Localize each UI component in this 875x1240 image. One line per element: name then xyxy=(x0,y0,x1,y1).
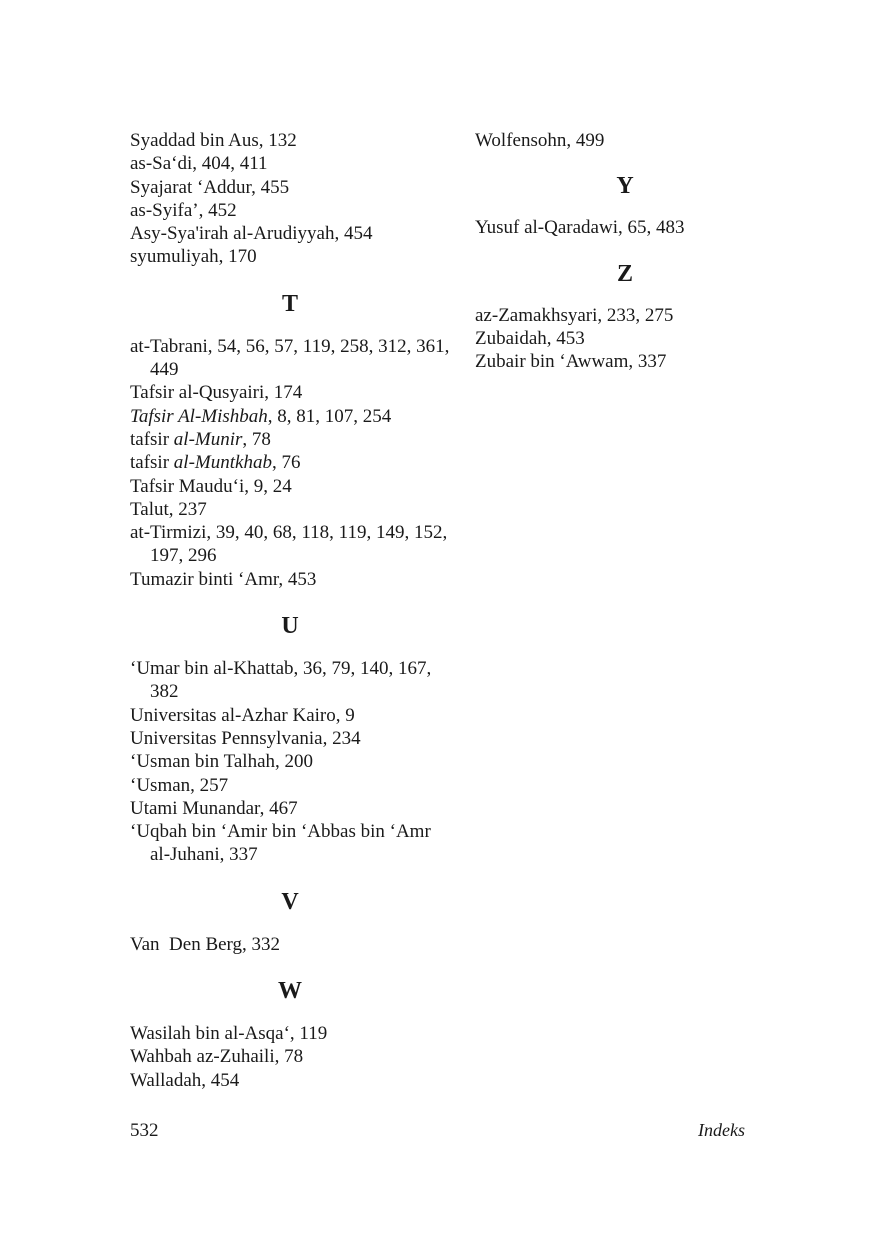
book-title: al-Muntkhab xyxy=(173,452,272,474)
index-entry: Zubaidah, 453 xyxy=(475,327,585,349)
page-refs: , 76 xyxy=(271,452,301,474)
index-entry: ‘Umar bin al-Khattab, 36, 79, 140, 167, 382 xyxy=(130,658,432,703)
page-refs: , 78 xyxy=(242,428,271,450)
book-title: al-Munir xyxy=(173,428,243,450)
entry-prefix: tafsir xyxy=(130,428,174,450)
index-entry: as-Sa‘di, 404, 411 xyxy=(130,153,268,175)
section-letter-v: V xyxy=(281,888,299,915)
index-entry: Yusuf al-Qaradawi, 65, 483 xyxy=(475,217,685,239)
index-entry: Tafsir al-Qusyairi, 174 xyxy=(130,382,303,404)
section-letter-y: Y xyxy=(616,173,634,200)
index-entry: az-Zamakhsyari, 233, 275 xyxy=(475,304,674,326)
running-head: Indeks xyxy=(698,1120,745,1140)
page-number: 532 xyxy=(130,1120,159,1141)
index-entry: Wasilah bin al-Asqa‘, 119 xyxy=(130,1023,328,1045)
section-letter-t: T xyxy=(281,290,298,317)
section-letter-u: U xyxy=(281,613,299,640)
index-entry: Wolfensohn, 499 xyxy=(475,130,605,151)
entry-prefix: tafsir xyxy=(130,452,174,474)
section-letter-z: Z xyxy=(616,260,633,287)
index-entry: Wahbah az-Zuhaili, 78 xyxy=(130,1046,304,1068)
index-entry: syumuliyah, 170 xyxy=(130,246,257,268)
book-title: Tafsir Al-Mishbah xyxy=(130,405,268,427)
index-entry: ‘Usman, 257 xyxy=(130,774,229,796)
index-entry: Universitas al-Azhar Kairo, 9 xyxy=(130,704,355,726)
index-entry: Universitas Pennsylvania, 234 xyxy=(130,727,361,749)
index-entry: Zubair bin ‘Awwam, 337 xyxy=(475,351,667,373)
index-entry: at-Tirmizi, 39, 40, 68, 118, 119, 149, 152, 197, 296 xyxy=(130,522,448,567)
index-entry xyxy=(130,428,450,451)
index-left-column xyxy=(130,129,450,1092)
index-entry xyxy=(130,451,450,474)
index-entry: Syaddad bin Aus, 132 xyxy=(130,130,297,151)
index-entry: Talut, 237 xyxy=(130,498,207,520)
index-right-column xyxy=(475,129,775,373)
index-entry: as-Syifa’, 452 xyxy=(130,199,237,221)
page-refs: , 8, 81, 107, 254 xyxy=(267,405,392,427)
index-entry xyxy=(130,405,450,428)
section-letter-w: W xyxy=(278,978,302,1005)
index-entry: Van Den Berg, 332 xyxy=(130,933,281,955)
index-entry: Walladah, 454 xyxy=(130,1069,240,1091)
index-entry: ‘Usman bin Talhah, 200 xyxy=(130,751,314,773)
index-entry: ‘Uqbah bin ‘Amir bin ‘Abbas bin ‘Amr al-Juhani, 337 xyxy=(130,821,431,866)
index-entry: Tafsir Maudu‘i, 9, 24 xyxy=(130,475,292,497)
index-entry: Syajarat ‘Addur, 455 xyxy=(130,176,290,198)
index-entry: Utami Munandar, 467 xyxy=(130,797,298,819)
index-entry: Tumazir binti ‘Amr, 453 xyxy=(130,568,317,590)
index-entry: at-Tabrani, 54, 56, 57, 119, 258, 312, 361, 449 xyxy=(130,335,450,381)
index-entry: Asy-Sya'irah al-Arudiyyah, 454 xyxy=(130,223,373,245)
